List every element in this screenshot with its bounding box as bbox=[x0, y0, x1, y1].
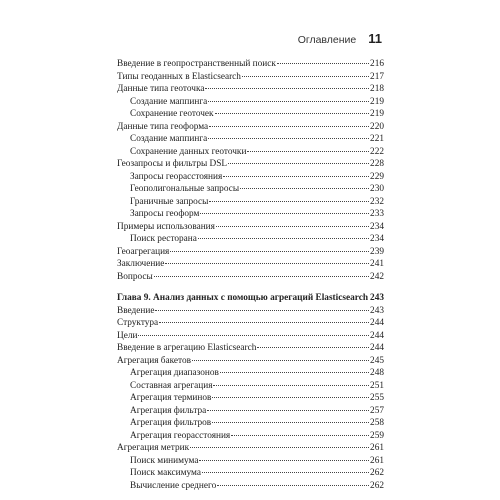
toc-entry[interactable] bbox=[117, 392, 384, 405]
toc-section-geo bbox=[117, 58, 384, 283]
leader-dots bbox=[208, 138, 369, 139]
toc-entry-title: Геоагрегация bbox=[117, 246, 170, 257]
toc-entry-title: Цели bbox=[117, 330, 138, 341]
toc-entry-title: Поиск максимума bbox=[130, 468, 201, 478]
toc-entry[interactable] bbox=[117, 146, 384, 159]
toc-entry-page: 244 bbox=[370, 330, 384, 341]
toc-entry[interactable] bbox=[117, 480, 384, 493]
leader-dots bbox=[155, 310, 369, 311]
leader-dots bbox=[202, 472, 369, 473]
toc-entry-page: 242 bbox=[370, 271, 384, 282]
toc-entry-page: 219 bbox=[370, 109, 384, 119]
leader-dots bbox=[170, 251, 369, 252]
toc-entry-page: 244 bbox=[370, 318, 384, 328]
toc-entry-page: 258 bbox=[370, 418, 384, 428]
toc-entry-title: Сохранение данных геоточки bbox=[130, 146, 247, 157]
leader-dots bbox=[208, 101, 369, 102]
toc-entry[interactable] bbox=[117, 305, 384, 318]
toc-entry[interactable] bbox=[117, 380, 384, 393]
toc-entry-title: Агрегация бакетов bbox=[117, 355, 192, 366]
leader-dots bbox=[209, 126, 369, 127]
toc-entry-page: 217 bbox=[370, 71, 384, 82]
toc-entry-title: Граничные запросы bbox=[130, 196, 209, 207]
toc-entry-page: 257 bbox=[370, 405, 384, 416]
toc-entry[interactable] bbox=[117, 317, 384, 330]
toc-entry[interactable] bbox=[117, 467, 384, 480]
toc-entry[interactable] bbox=[117, 342, 384, 355]
leader-dots bbox=[231, 435, 369, 436]
leader-dots bbox=[240, 188, 369, 189]
leader-dots bbox=[220, 372, 369, 373]
leader-dots bbox=[213, 385, 369, 386]
toc-entry[interactable] bbox=[117, 208, 384, 221]
chapter-spacer-top bbox=[117, 283, 384, 292]
toc-entry-title: Агрегация фильтров bbox=[130, 418, 212, 428]
leader-dots bbox=[223, 176, 369, 177]
toc-entry-title: Создание маппинга bbox=[130, 96, 208, 107]
chapter-heading[interactable] bbox=[117, 292, 384, 305]
toc-entry[interactable] bbox=[117, 71, 384, 84]
leader-dots bbox=[207, 410, 369, 411]
toc-entry-page: 216 bbox=[370, 59, 384, 69]
leader-dots bbox=[200, 213, 369, 214]
leader-dots bbox=[198, 238, 369, 239]
toc-entry[interactable] bbox=[117, 330, 384, 343]
leader-dots bbox=[212, 422, 369, 423]
leader-dots bbox=[138, 335, 369, 336]
toc-entry-title: Запросы георасстояния bbox=[130, 171, 223, 182]
toc-entry-title: Создание маппинга bbox=[130, 134, 208, 144]
leader-dots bbox=[192, 360, 369, 361]
toc-entry[interactable] bbox=[117, 183, 384, 196]
toc-section-aggregations bbox=[117, 305, 384, 493]
toc-entry-title: Введение bbox=[117, 305, 155, 316]
toc-entry[interactable] bbox=[117, 96, 384, 109]
toc-entry[interactable] bbox=[117, 455, 384, 468]
toc-entry[interactable] bbox=[117, 258, 384, 271]
toc-entry[interactable] bbox=[117, 121, 384, 134]
toc-entry-page: 261 bbox=[370, 443, 384, 453]
section-title: Оглавление bbox=[297, 34, 357, 46]
toc-entry-title: Поиск минимума bbox=[130, 455, 199, 466]
toc-entry-page: 228 bbox=[370, 159, 384, 169]
toc-entry-page: 248 bbox=[370, 368, 384, 378]
leader-dots bbox=[212, 397, 369, 398]
toc-entry[interactable] bbox=[117, 221, 384, 234]
toc-entry-page: 262 bbox=[370, 480, 384, 491]
chapter-page: 243 bbox=[370, 293, 384, 303]
toc-entry[interactable] bbox=[117, 171, 384, 184]
toc-entry-title: Структура bbox=[117, 318, 159, 328]
toc-entry-title: Составная агрегация bbox=[130, 380, 213, 391]
toc-entry[interactable] bbox=[117, 367, 384, 380]
leader-dots bbox=[215, 113, 369, 114]
toc-entry-page: 241 bbox=[370, 259, 384, 269]
toc-entry-title: Данные типа геоформа bbox=[117, 121, 209, 132]
toc-entry-page: 243 bbox=[370, 305, 384, 316]
toc-entry-title: Агрегация диапазонов bbox=[130, 368, 219, 378]
chapter-title: Глава 9. Анализ данных с помощью агрегаций Elasticsearch bbox=[117, 293, 369, 303]
toc-entry-title: Поиск ресторана bbox=[130, 234, 197, 244]
toc-entry-page: 229 bbox=[370, 171, 384, 182]
toc-entry[interactable] bbox=[117, 430, 384, 443]
toc-entry-title: Вопросы bbox=[117, 271, 153, 282]
toc-entry-page: 219 bbox=[370, 96, 384, 107]
leader-dots bbox=[154, 276, 369, 277]
toc-entry-title: Сохранение геоточек bbox=[130, 109, 214, 119]
toc-entry-page: 222 bbox=[370, 146, 384, 157]
leader-dots bbox=[199, 460, 369, 461]
toc-entry-page: 221 bbox=[370, 134, 384, 144]
toc-entry-title: Геозапросы и фильтры DSL bbox=[117, 159, 228, 169]
toc-entry-title: Агрегация георасстояния bbox=[130, 430, 231, 441]
toc-entry[interactable] bbox=[117, 355, 384, 368]
leader-dots bbox=[228, 163, 369, 164]
toc-entry-page: 233 bbox=[370, 209, 384, 219]
toc-entry[interactable] bbox=[117, 108, 384, 121]
toc-entry-page: 220 bbox=[370, 121, 384, 132]
toc-entry-page: 255 bbox=[370, 393, 384, 403]
leader-dots bbox=[209, 201, 369, 202]
toc-entry-title: Запросы геоформ bbox=[130, 209, 200, 219]
toc-entry-title: Введение в агрегацию Elasticsearch bbox=[117, 343, 257, 353]
toc-entry-title: Агрегация терминов bbox=[130, 393, 212, 403]
toc-entry[interactable] bbox=[117, 246, 384, 259]
leader-dots bbox=[217, 485, 369, 486]
toc-entry-page: 232 bbox=[370, 196, 384, 207]
toc-entry-page: 245 bbox=[370, 355, 384, 366]
leader-dots bbox=[242, 76, 369, 77]
table-of-contents bbox=[117, 58, 384, 492]
toc-entry[interactable] bbox=[117, 58, 384, 71]
toc-entry[interactable] bbox=[117, 233, 384, 246]
leader-dots bbox=[247, 151, 369, 152]
running-header bbox=[298, 31, 382, 46]
toc-entry-page: 259 bbox=[370, 430, 384, 441]
toc-entry-title: Геополигональные запросы bbox=[130, 184, 240, 194]
toc-entry-title: Вычисление среднего bbox=[130, 480, 217, 491]
toc-entry-page: 234 bbox=[370, 221, 384, 232]
leader-dots bbox=[257, 347, 369, 348]
toc-entry-title: Заключение bbox=[117, 259, 165, 269]
toc-entry[interactable] bbox=[117, 83, 384, 96]
page-number: 11 bbox=[368, 31, 382, 46]
toc-entry-page: 244 bbox=[370, 343, 384, 353]
toc-entry-title: Типы геоданных в Elasticsearch bbox=[117, 71, 241, 82]
toc-entry[interactable] bbox=[117, 158, 384, 171]
toc-entry-page: 262 bbox=[370, 468, 384, 478]
toc-entry-page: 234 bbox=[370, 234, 384, 244]
leader-dots bbox=[205, 88, 369, 89]
toc-entry-title: Примеры использования bbox=[117, 221, 215, 232]
toc-entry[interactable] bbox=[117, 271, 384, 284]
toc-entry-page: 239 bbox=[370, 246, 384, 257]
toc-entry-title: Данные типа геоточка bbox=[117, 84, 205, 94]
toc-entry-title: Агрегация фильтра bbox=[130, 405, 207, 416]
toc-entry-page: 261 bbox=[370, 455, 384, 466]
toc-entry-title: Введение в геопространственный поиск bbox=[117, 59, 276, 69]
leader-dots bbox=[165, 263, 369, 264]
toc-entry-title: Агрегация метрик bbox=[117, 443, 190, 453]
toc-entry-page: 251 bbox=[370, 380, 384, 391]
toc-entry[interactable] bbox=[117, 196, 384, 209]
toc-entry-page: 218 bbox=[370, 84, 384, 94]
leader-dots bbox=[159, 322, 369, 323]
toc-entry[interactable] bbox=[117, 417, 384, 430]
toc-entry[interactable] bbox=[117, 133, 384, 146]
toc-entry-page: 230 bbox=[370, 184, 384, 194]
toc-entry[interactable] bbox=[117, 405, 384, 418]
leader-dots bbox=[190, 447, 369, 448]
leader-dots bbox=[277, 63, 369, 64]
leader-dots bbox=[216, 226, 369, 227]
toc-entry[interactable] bbox=[117, 442, 384, 455]
